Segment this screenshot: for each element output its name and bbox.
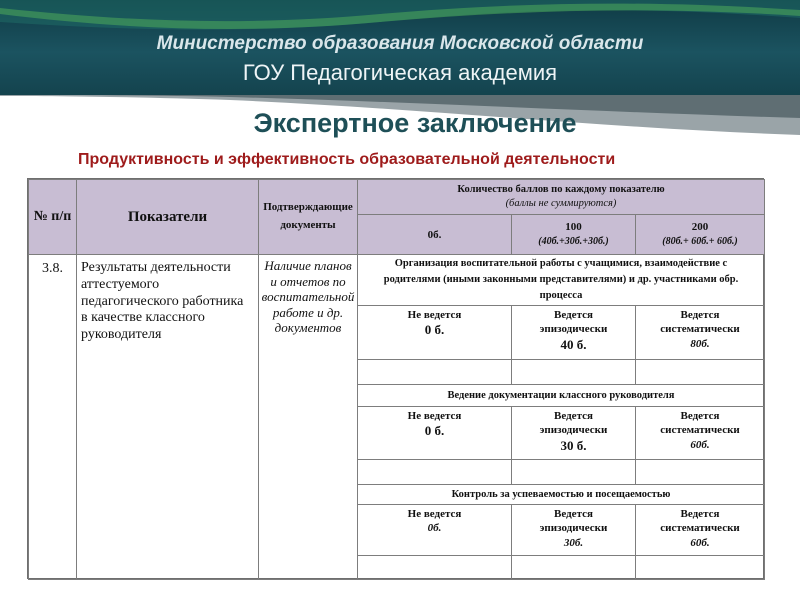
level-label: Не ведется bbox=[407, 309, 462, 321]
level-score: 30 б. bbox=[560, 437, 587, 453]
section-2-level-2 bbox=[511, 406, 636, 460]
document-title: Экспертное заключение bbox=[253, 108, 577, 138]
section-1-level-1 bbox=[357, 305, 512, 360]
section-1-level-3 bbox=[635, 305, 765, 360]
level-score: 80б. bbox=[690, 337, 710, 350]
section-2-level-3 bbox=[635, 406, 765, 460]
row-number: 3.8. bbox=[28, 254, 77, 580]
row-indicator: Результаты деятельности аттестуемого педагогического работника в качестве классного руководителя bbox=[76, 254, 259, 580]
section-3-level-3 bbox=[635, 504, 765, 556]
level-score: 0б. bbox=[427, 522, 442, 535]
empty-cell bbox=[635, 555, 765, 580]
evaluation-table bbox=[27, 178, 764, 579]
section-1-title: Организация воспитательной работы с учащимися, взаимодействие с родителями (иными законными представителями) и др. участниками обр. процесса bbox=[357, 254, 765, 306]
level-label: Ведется систематически bbox=[660, 508, 740, 535]
header-score-100-value: 100 bbox=[565, 221, 582, 234]
header-indicators: Показатели bbox=[76, 179, 259, 255]
empty-cell bbox=[511, 359, 636, 385]
section-3-title: Контроль за успеваемостью и посещаемостью bbox=[357, 484, 765, 505]
empty-cell bbox=[511, 459, 636, 485]
ministry-title: Министерство образования Московской области bbox=[156, 33, 644, 54]
empty-cell bbox=[357, 555, 512, 580]
header-score-100-detail: (40б.+30б.+30б.) bbox=[538, 236, 609, 248]
header-score-0: 0б. bbox=[357, 214, 512, 255]
level-score: 40 б. bbox=[560, 336, 587, 352]
level-label: Ведется эпизодически bbox=[539, 410, 608, 437]
header-scores-title: Количество баллов по каждому показателю bbox=[457, 183, 665, 195]
level-score: 60б. bbox=[690, 438, 710, 451]
level-label: Ведется систематически bbox=[660, 309, 740, 336]
section-1-level-2 bbox=[511, 305, 636, 360]
academy-title: ГОУ Педагогическая академия bbox=[242, 60, 558, 85]
empty-cell bbox=[511, 555, 636, 580]
empty-cell bbox=[357, 459, 512, 485]
level-label: Ведется эпизодически bbox=[539, 309, 608, 336]
level-label: Ведется систематически bbox=[660, 410, 740, 437]
empty-cell bbox=[357, 359, 512, 385]
header-scores-note: (баллы не суммируются) bbox=[505, 198, 617, 209]
level-score: 30б. bbox=[563, 536, 584, 549]
level-score: 60б. bbox=[690, 536, 710, 549]
level-score: 0 б. bbox=[424, 322, 445, 338]
level-label: Не ведется bbox=[407, 508, 462, 520]
empty-cell bbox=[635, 359, 765, 385]
document-subtitle: Продуктивность и эффективность образовательной деятельности bbox=[78, 151, 616, 168]
row-documents: Наличие планов и отчетов по воспитательной работе и др. документов bbox=[258, 254, 358, 580]
header-score-200-value: 200 bbox=[691, 221, 709, 234]
header-num: № п/п bbox=[28, 179, 77, 255]
header-documents: Подтверждающие документы bbox=[258, 179, 358, 255]
level-label: Не ведется bbox=[407, 410, 462, 422]
header-score-100 bbox=[511, 214, 636, 255]
level-label: Ведется эпизодически bbox=[539, 508, 608, 535]
header-score-200 bbox=[635, 214, 765, 255]
section-3-level-2 bbox=[511, 504, 636, 556]
section-2-title: Ведение документации классного руководителя bbox=[357, 384, 765, 407]
header-score-200-detail: (80б.+ 60б.+ 60б.) bbox=[662, 236, 738, 248]
section-3-level-1 bbox=[357, 504, 512, 556]
header-scores bbox=[357, 179, 765, 215]
section-2-level-1 bbox=[357, 406, 512, 460]
level-score: 0 б. bbox=[424, 423, 445, 439]
empty-cell bbox=[635, 459, 765, 485]
